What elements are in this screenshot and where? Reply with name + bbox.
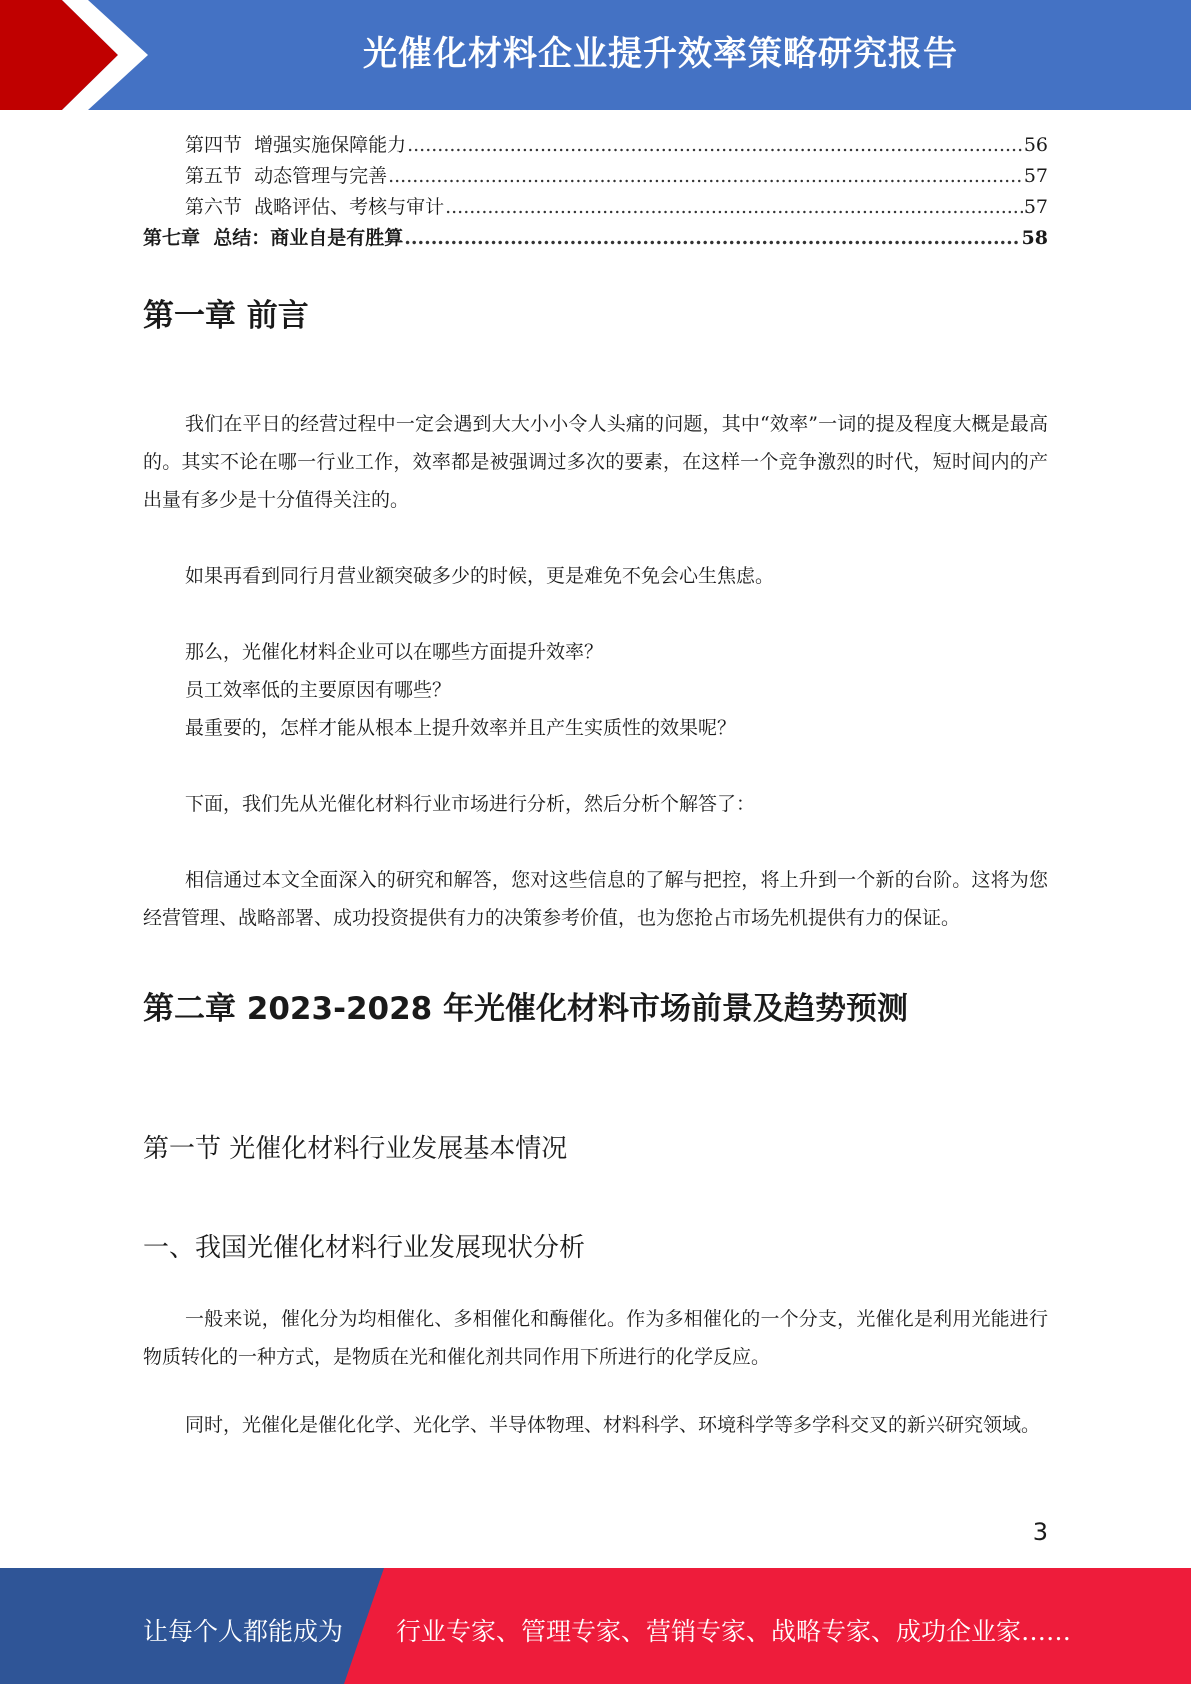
toc-leader-dots xyxy=(407,130,1023,161)
paragraph: 相信通过本文全面深入的研究和解答，您对这些信息的了解与把控，将上升到一个新的台阶。这将为您经营管理、战略部署、成功投资提供有力的决策参考价值，也为您抢占市场先机提供有力的保证。 xyxy=(143,869,1048,929)
toc-entry-label: 第七章 总结：商业自是有胜算 xyxy=(143,227,404,249)
toc-entry-page: 57 xyxy=(1023,165,1048,187)
toc-entry-label: 第六节 战略评估、考核与审计 xyxy=(185,196,445,218)
main-content xyxy=(143,290,1048,1444)
table-of-contents xyxy=(143,130,1048,254)
toc-entry-page: 56 xyxy=(1023,134,1048,156)
paragraph: 下面，我们先从光催化材料行业市场进行分析，然后分析个解答了： xyxy=(185,793,756,815)
chapter-heading: 第一章 前言 xyxy=(143,298,309,334)
toc-leader-dots xyxy=(445,192,1023,223)
toc-entry[interactable] xyxy=(143,192,1048,223)
toc-entry-label: 第五节 动态管理与完善 xyxy=(185,165,388,187)
toc-entry-page: 58 xyxy=(1021,227,1048,249)
header-banner xyxy=(0,0,1191,110)
toc-leader-dots xyxy=(404,223,1020,254)
toc-leader-dots xyxy=(388,161,1023,192)
toc-entry-chapter[interactable] xyxy=(143,223,1048,254)
chapter-heading: 第二章 2023-2028 年光催化材料市场前景及趋势预测 xyxy=(143,991,909,1027)
footer-slogan-left: 让每个人都能成为 xyxy=(143,1617,344,1646)
question-line: 最重要的，怎样才能从根本上提升效率并且产生实质性的效果呢？ xyxy=(185,717,737,739)
question-line: 员工效率低的主要原因有哪些？ xyxy=(185,679,452,701)
toc-entry-label: 第四节 增强实施保障能力 xyxy=(185,134,407,156)
footer-banner xyxy=(0,1568,1191,1684)
document-title: 光催化材料企业提升效率策略研究报告 xyxy=(363,34,958,74)
toc-entry-page: 57 xyxy=(1023,196,1048,218)
question-line: 那么，光催化材料企业可以在哪些方面提升效率？ xyxy=(185,641,604,663)
toc-entry[interactable] xyxy=(143,161,1048,192)
paragraph: 如果再看到同行月营业额突破多少的时候，更是难免不免会心生焦虑。 xyxy=(185,565,775,587)
paragraph: 一般来说，催化分为均相催化、多相催化和酶催化。作为多相催化的一个分支，光催化是利用光能进行物质转化的一种方式，是物质在光和催化剂共同作用下所进行的化学反应。 xyxy=(143,1308,1048,1368)
paragraph: 同时，光催化是催化化学、光化学、半导体物理、材料科学、环境科学等多学科交叉的新兴研究领域。 xyxy=(185,1414,1041,1436)
section-heading: 第一节 光催化材料行业发展基本情况 xyxy=(143,1134,568,1164)
footer-slogan-right: 行业专家、管理专家、营销专家、战略专家、成功企业家…… xyxy=(396,1617,1072,1646)
paragraph: 我们在平日的经营过程中一定会遇到大大小小令人头痛的问题，其中“效率”一词的提及程度大概是最高的。其实不论在哪一行业工作，效率都是被强调过多次的要素，在这样一个竞争激烈的时代，短时间内的产出量有多少是十分值得关注的。 xyxy=(143,413,1048,511)
toc-entry[interactable] xyxy=(143,130,1048,161)
page-number: 3 xyxy=(1032,1518,1048,1546)
subsection-heading: 一、我国光催化材料行业发展现状分析 xyxy=(143,1233,586,1263)
